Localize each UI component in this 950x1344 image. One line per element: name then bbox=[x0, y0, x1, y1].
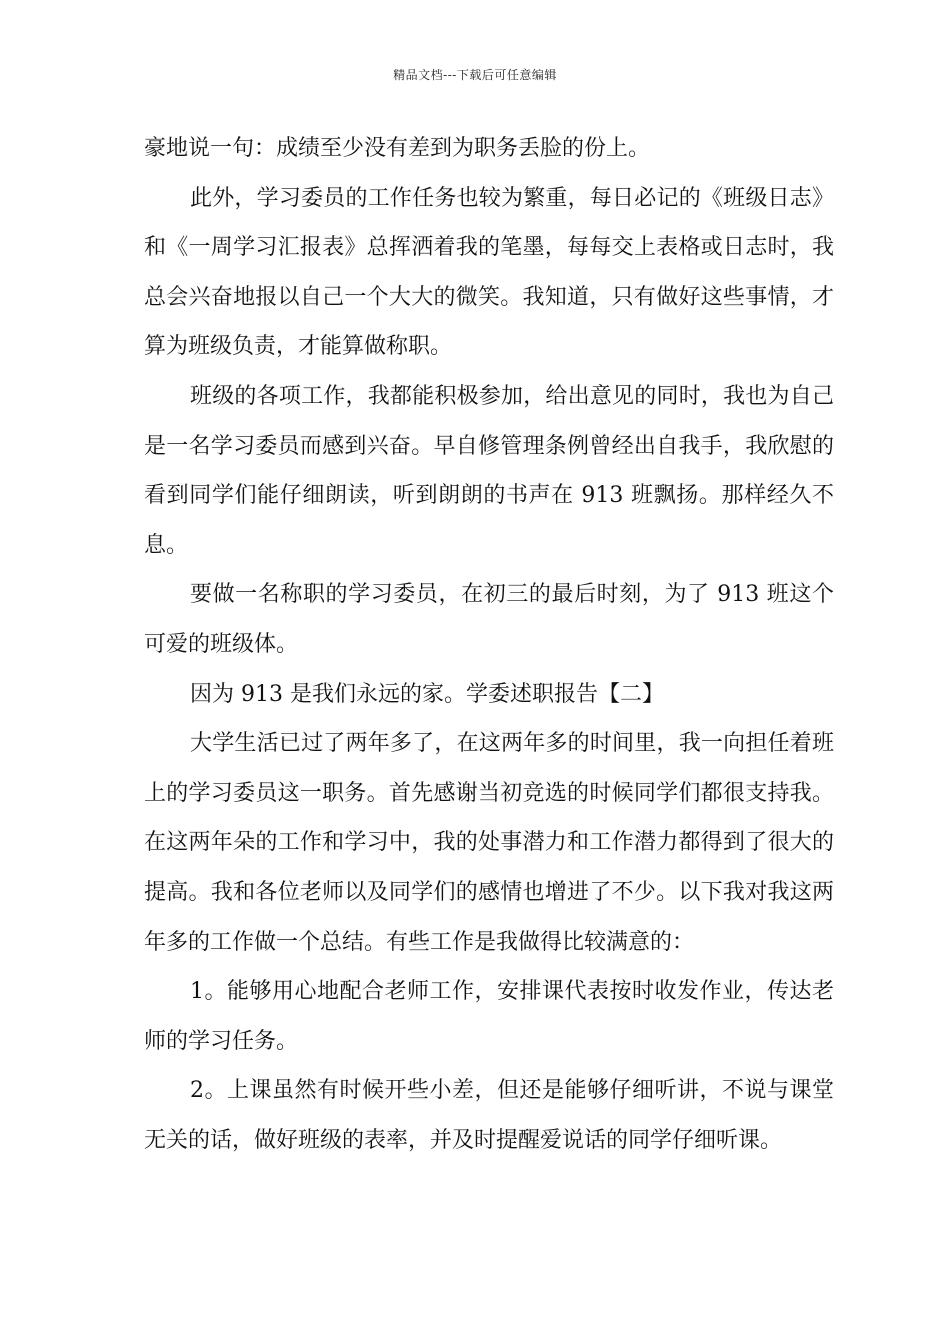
paragraph-2: 此外，学习委员的工作任务也较为繁重，每日必记的《班级日志》和《一周学习汇报表》总挥洒着我的笔墨，每每交上表格或日志时，我总会兴奋地报以自己一个大大的微笑。我知道，只有做好这些事情，才算为班级负责，才能算做称职。 bbox=[144, 185, 834, 360]
paragraph-5: 因为 913 是我们永远的家。学委述职报告【二】 bbox=[190, 681, 664, 707]
paragraph-3: 班级的各项工作，我都能积极参加，给出意见的同时，我也为自己是一名学习委员而感到兴奋。早自修管理条例曾经出自我手，我欣慰的看到同学们能仔细朗读，听到朗朗的书声在 913 班飘扬。那样经久不息。 bbox=[144, 383, 834, 558]
paragraph-8: 2。上课虽然有时候开些小差，但还是能够仔细听讲，不说与课堂无关的话，做好班级的表率，并及时提醒爱说话的同学仔细听课。 bbox=[144, 1078, 834, 1153]
paragraph-4: 要做一名称职的学习委员，在初三的最后时刻，为了 913 班这个可爱的班级体。 bbox=[144, 582, 834, 657]
document-body bbox=[144, 124, 834, 1165]
paragraph-6: 大学生活已过了两年多了，在这两年多的时间里，我一向担任着班上的学习委员这一职务。首先感谢当初竞选的时候同学们都很支持我。在这两年朵的工作和学习中，我的处事潜力和工作潜力都得到了很大的提高。我和各位老师以及同学们的感情也增进了不少。以下我对我这两年多的工作做一个总结。有些工作是我做得比较满意的： bbox=[144, 731, 834, 955]
paragraph-7: 1。能够用心地配合老师工作，安排课代表按时收发作业，传达老师的学习任务。 bbox=[144, 979, 834, 1054]
paragraph-1: 豪地说一句：成绩至少没有差到为职务丢脸的份上。 bbox=[144, 136, 651, 161]
page-header: 精品文档---下载后可任意编辑 bbox=[393, 68, 557, 82]
